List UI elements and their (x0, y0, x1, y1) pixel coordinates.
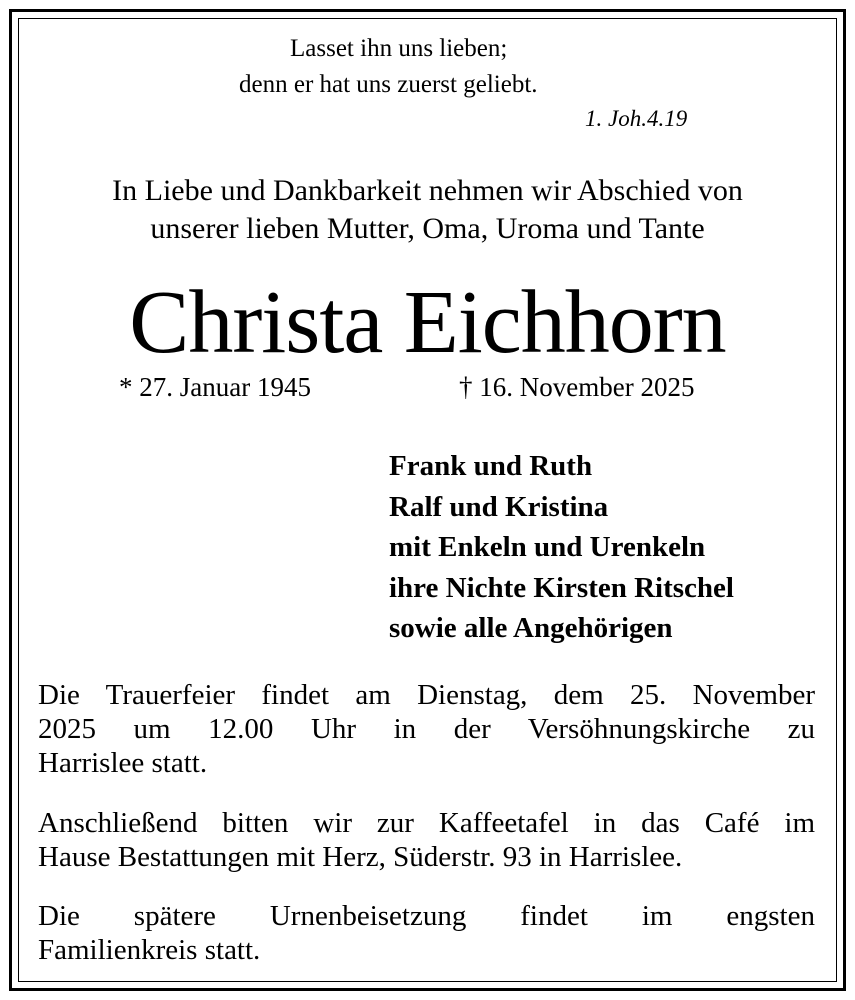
service-paragraph (38, 678, 815, 780)
service-line-1: Die Trauerfeier findet am Dienstag, dem 25. November (38, 679, 815, 711)
mourner-line: Ralf und Kristina (389, 490, 609, 523)
mourners-list (389, 446, 734, 649)
verse-text-1: Lasset ihn uns lieben; (290, 35, 508, 62)
intro-line-1: In Liebe und Dankbarkeit nehmen wir Abschied von (112, 174, 743, 207)
reception-paragraph (38, 806, 815, 874)
intro-line-2: unserer lieben Mutter, Oma, Uroma und Tante (150, 212, 705, 245)
reception-line-2: Hause Bestattungen mit Herz, Süderstr. 93 in Harrislee. (38, 841, 683, 873)
mourner-line: sowie alle Angehörigen (389, 612, 673, 644)
burial-line-1: Die spätere Urnenbeisetzung findet im engsten (38, 900, 815, 932)
burial-line-2: Familienkreis statt. (38, 934, 261, 966)
verse-line-1 (290, 33, 507, 65)
reception-line-1: Anschließend bitten wir zur Kaffeetafel in das Café im (38, 807, 815, 839)
service-line-2: 2025 um 12.00 Uhr in der Versöhnungskirche zu (38, 713, 815, 745)
burial-paragraph (38, 899, 815, 967)
verse-text-2: denn er hat uns zuerst geliebt. (239, 71, 538, 98)
mourner-line: Frank und Ruth (389, 450, 593, 482)
birth-date: * 27. Januar 1945 (119, 372, 311, 402)
death-date: † 16. November 2025 (459, 372, 695, 402)
deceased-name: Christa Eichhorn (129, 273, 726, 372)
verse-line-2 (239, 69, 538, 101)
mourner-line: mit Enkeln und Urenkeln (389, 531, 706, 563)
mourner-line: ihre Nichte Kirsten Ritschel (389, 571, 734, 604)
service-line-3: Harrislee statt. (38, 747, 208, 779)
verse-reference: 1. Joh.4.19 (585, 106, 688, 131)
